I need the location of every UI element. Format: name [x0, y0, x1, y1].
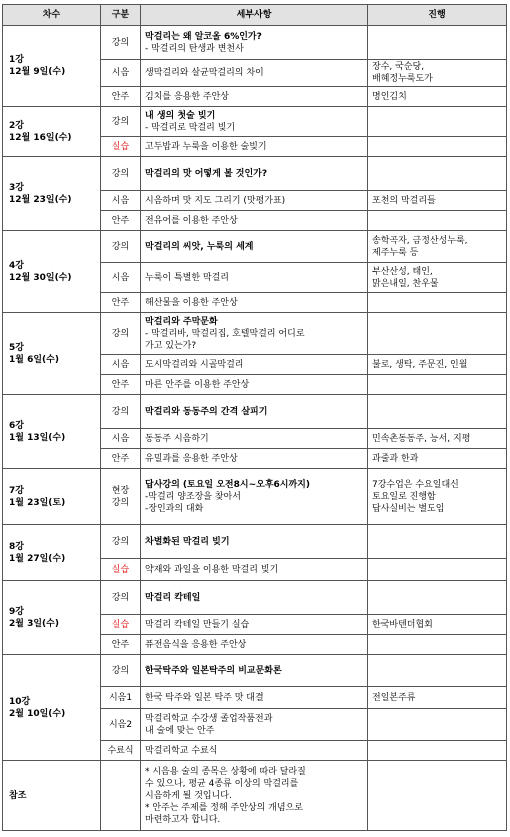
session-label: 7강: [9, 485, 24, 496]
details-cell: [141, 107, 368, 137]
schedule-body: [3, 26, 507, 831]
table-row: [3, 26, 507, 60]
session-cell: [3, 157, 101, 231]
details-cell: [141, 709, 368, 741]
note-line: 마련하고자 합니다.: [145, 814, 221, 825]
detail-line: 누룩이 특별한 막걸리: [145, 272, 229, 283]
progress-line: 한국바텐더협회: [372, 619, 433, 630]
details-cell: [141, 469, 368, 525]
details-cell: [141, 231, 368, 263]
details-cell: [141, 211, 368, 231]
session-cell: [3, 26, 101, 107]
progress-cell: [368, 655, 507, 687]
progress-cell: [368, 26, 507, 60]
details-cell: [141, 525, 368, 559]
session-label: 1월 13일(수): [9, 432, 66, 443]
table-row: [3, 469, 507, 525]
category-cell: 강의: [101, 157, 141, 191]
progress-cell: [368, 559, 507, 581]
progress-cell: [368, 191, 507, 211]
detail-line: 한국 탁주와 일본 탁주 맛 대결: [145, 692, 264, 703]
details-cell: [141, 429, 368, 449]
progress-line: 민속촌동동주, 능서, 지평: [372, 433, 471, 444]
table-row: [3, 107, 507, 137]
progress-line: 답사실비는 별도임: [372, 503, 445, 514]
progress-cell: [368, 581, 507, 615]
detail-line: - 막걸리바, 막걸리집, 호텔막걸리 어디로: [145, 328, 305, 339]
progress-line: 포천의 막걸리들: [372, 195, 436, 206]
progress-line: 부산산성, 태인,: [372, 266, 433, 277]
note-empty-cell: [101, 761, 141, 831]
session-cell: [3, 469, 101, 525]
detail-line: -막걸리 양조장을 찾아서: [145, 491, 241, 502]
detail-line: 한국탁주와 일본탁주의 비교문화론: [145, 665, 282, 676]
detail-line: 동동주 시음하기: [145, 433, 209, 444]
progress-cell: [368, 60, 507, 87]
detail-line: 막걸리의 맛 어떻게 볼 것인가?: [145, 168, 268, 179]
category-cell: 시음: [101, 60, 141, 87]
note-label: 참조: [3, 761, 101, 831]
session-label: 2강: [9, 120, 24, 131]
details-cell: [141, 137, 368, 157]
progress-cell: [368, 449, 507, 469]
details-cell: [141, 26, 368, 60]
note-row: [3, 761, 507, 831]
session-label: 1월 23일(토): [9, 497, 66, 508]
detail-line: 막걸리 칵테일: [145, 592, 201, 603]
header-progress: 진행: [368, 5, 507, 26]
session-cell: [3, 581, 101, 655]
detail-line: 막걸리 칵테일 만들기 실습: [145, 619, 250, 630]
category-cell: 시음1: [101, 687, 141, 709]
progress-line: 토요일로 진행함: [372, 491, 436, 502]
detail-line: 해산물을 이용한 주안상: [145, 297, 238, 308]
category-cell: 강의: [101, 231, 141, 263]
details-cell: [141, 615, 368, 635]
session-label: 1월 27일(수): [9, 553, 66, 564]
table-row: [3, 395, 507, 429]
progress-cell: [368, 107, 507, 137]
progress-cell: [368, 709, 507, 741]
details-cell: [141, 293, 368, 313]
progress-cell: [368, 263, 507, 293]
detail-line: 가고 있는가?: [145, 340, 197, 351]
progress-cell: [368, 687, 507, 709]
progress-line: 제주누룩 등: [372, 247, 419, 258]
progress-cell: [368, 231, 507, 263]
table-row: [3, 525, 507, 559]
details-cell: [141, 581, 368, 615]
details-cell: [141, 655, 368, 687]
table-row: [3, 655, 507, 687]
category-cell: 시음: [101, 191, 141, 211]
detail-line: - 막걸리로 막걸리 빚기: [145, 122, 236, 133]
details-cell: [141, 157, 368, 191]
detail-line: 막걸리와 주막문화: [145, 316, 218, 327]
note-text-cell: [141, 761, 368, 831]
category-cell: 안주: [101, 449, 141, 469]
detail-line: 막걸리는 왜 알코올 6%인가?: [145, 31, 262, 42]
session-label: 2월 3일(수): [9, 618, 59, 629]
progress-cell: [368, 157, 507, 191]
session-label: 5강: [9, 342, 24, 353]
progress-line: 맑은내일, 찬우물: [372, 278, 439, 289]
detail-line: 고두밥과 누룩을 이용한 술빚기: [145, 141, 267, 152]
details-cell: [141, 313, 368, 355]
session-label: 4강: [9, 260, 24, 271]
table-row: [3, 581, 507, 615]
table-row: [3, 231, 507, 263]
progress-cell: [368, 137, 507, 157]
category-cell: 수료식: [101, 741, 141, 761]
category-cell: 강의: [101, 655, 141, 687]
session-cell: [3, 107, 101, 157]
session-label: 12월 23일(수): [9, 194, 72, 205]
progress-line: 장수, 국순당,: [372, 62, 425, 72]
progress-line: 명인김치: [372, 91, 407, 102]
progress-cell: [368, 741, 507, 761]
header-details: 세부사항: [141, 5, 368, 26]
category-cell: 시음: [101, 429, 141, 449]
details-cell: [141, 191, 368, 211]
category-cell: 실습: [101, 137, 141, 157]
detail-line: 퓨전음식을 응용한 주안상: [145, 639, 247, 650]
details-cell: [141, 559, 368, 581]
session-label: 1강: [9, 55, 24, 65]
details-cell: [141, 449, 368, 469]
progress-cell: [368, 375, 507, 395]
category-cell: 안주: [101, 375, 141, 395]
details-cell: [141, 635, 368, 655]
note-line: 수 있으나, 평균 4종류 이상의 막걸리를: [145, 778, 299, 789]
note-line: * 시음용 술의 종목은 상황에 따라 달라질: [145, 766, 306, 777]
details-cell: [141, 375, 368, 395]
session-label: 6강: [9, 420, 24, 431]
header-session: 차수: [3, 5, 101, 26]
note-line: * 안주는 주제를 정해 주안상의 개념으로: [145, 802, 303, 813]
progress-cell: [368, 293, 507, 313]
note-line: 시음하게 될 것입니다.: [145, 790, 232, 801]
detail-line: - 막걸리의 탄생과 변천사: [145, 43, 244, 54]
category-cell: 강의: [101, 525, 141, 559]
detail-line: 전유어를 이용한 주안상: [145, 215, 238, 226]
progress-cell: [368, 615, 507, 635]
session-label: 2월 10일(수): [9, 708, 66, 719]
detail-line: 유밀과를 응용한 주안상: [145, 453, 238, 464]
progress-cell: [368, 211, 507, 231]
session-label: 3강: [9, 182, 24, 193]
category-cell: 강의: [101, 26, 141, 60]
note-progress-cell: [368, 761, 507, 831]
progress-line: 불로, 생탁, 주문진, 인월: [372, 359, 468, 370]
detail-line: 생막걸리와 살균막걸리의 차이: [145, 68, 264, 78]
details-cell: [141, 687, 368, 709]
progress-cell: [368, 469, 507, 525]
header-category: 구분: [101, 5, 141, 26]
session-label: 8강: [9, 541, 24, 552]
progress-cell: [368, 525, 507, 559]
category-cell: 안주: [101, 87, 141, 107]
detail-line: 막걸리와 동동주의 간격 살피기: [145, 406, 268, 417]
session-label: 12월 16일(수): [9, 132, 72, 143]
progress-cell: [368, 87, 507, 107]
detail-line: 김치를 응용한 주안상: [145, 91, 229, 102]
progress-line: 전일본주류: [372, 692, 416, 703]
detail-line: 답사강의 (토요일 오전8시~오후6시까지): [145, 479, 310, 490]
progress-cell: [368, 429, 507, 449]
detail-line: 도시막걸리와 시골막걸리: [145, 359, 244, 370]
session-cell: [3, 231, 101, 313]
course-schedule-table: [2, 4, 507, 831]
category-cell: 강의: [101, 107, 141, 137]
progress-cell: [368, 313, 507, 355]
progress-line: 과줄과 한과: [372, 453, 419, 464]
category-cell: 강의: [101, 581, 141, 615]
category-cell: 강의: [101, 395, 141, 429]
detail-line: 막걸리학교 수강생 졸업작품전과: [145, 713, 273, 724]
detail-line: 차별화된 막걸리 빚기: [145, 536, 230, 547]
session-cell: [3, 655, 101, 761]
session-cell: [3, 313, 101, 395]
detail-line: 내 술에 맞는 안주: [145, 725, 215, 736]
progress-line: 배혜정누룩도가: [372, 74, 433, 84]
session-label: 12월 30일(수): [9, 272, 72, 283]
category-cell: [101, 469, 141, 525]
details-cell: [141, 87, 368, 107]
progress-cell: [368, 635, 507, 655]
progress-line: 송학곡자, 금정산성누룩,: [372, 235, 468, 246]
schedule-wrapper: [2, 4, 507, 831]
table-row: [3, 313, 507, 355]
category-cell: 시음: [101, 263, 141, 293]
session-label: 12월 9일(수): [9, 67, 66, 77]
detail-line: 마른 안주를 이용한 주안상: [145, 379, 250, 390]
category-cell: 시음2: [101, 709, 141, 741]
details-cell: [141, 60, 368, 87]
category-cell: 강의: [101, 313, 141, 355]
detail-line: 약재와 과일을 이용한 막걸리 빚기: [145, 564, 279, 575]
progress-line: 7강수업은 수요일대신: [372, 479, 459, 490]
category-cell: 실습: [101, 615, 141, 635]
category-label: 현장: [111, 485, 130, 496]
details-cell: [141, 263, 368, 293]
table-row: [3, 157, 507, 191]
session-label: 9강: [9, 606, 24, 617]
details-cell: [141, 395, 368, 429]
category-label: 강의: [111, 497, 130, 508]
category-cell: 실습: [101, 559, 141, 581]
header-row: [3, 5, 507, 26]
detail-line: 막걸리의 씨앗, 누룩의 세계: [145, 241, 254, 252]
details-cell: [141, 355, 368, 375]
session-label: 10강: [9, 696, 31, 707]
session-cell: [3, 525, 101, 581]
category-cell: 안주: [101, 635, 141, 655]
detail-line: 시음하며 맛 지도 그리기 (맛평가표): [145, 195, 286, 206]
detail-line: -장인과의 대화: [145, 503, 204, 514]
category-cell: 안주: [101, 293, 141, 313]
detail-line: 내 생의 첫술 빚기: [145, 110, 216, 121]
category-cell: 안주: [101, 211, 141, 231]
details-cell: [141, 741, 368, 761]
progress-cell: [368, 395, 507, 429]
session-cell: [3, 395, 101, 469]
category-cell: 시음: [101, 355, 141, 375]
session-label: 1월 6일(수): [9, 354, 59, 365]
progress-cell: [368, 355, 507, 375]
detail-line: 막걸리학교 수료식: [145, 745, 218, 756]
